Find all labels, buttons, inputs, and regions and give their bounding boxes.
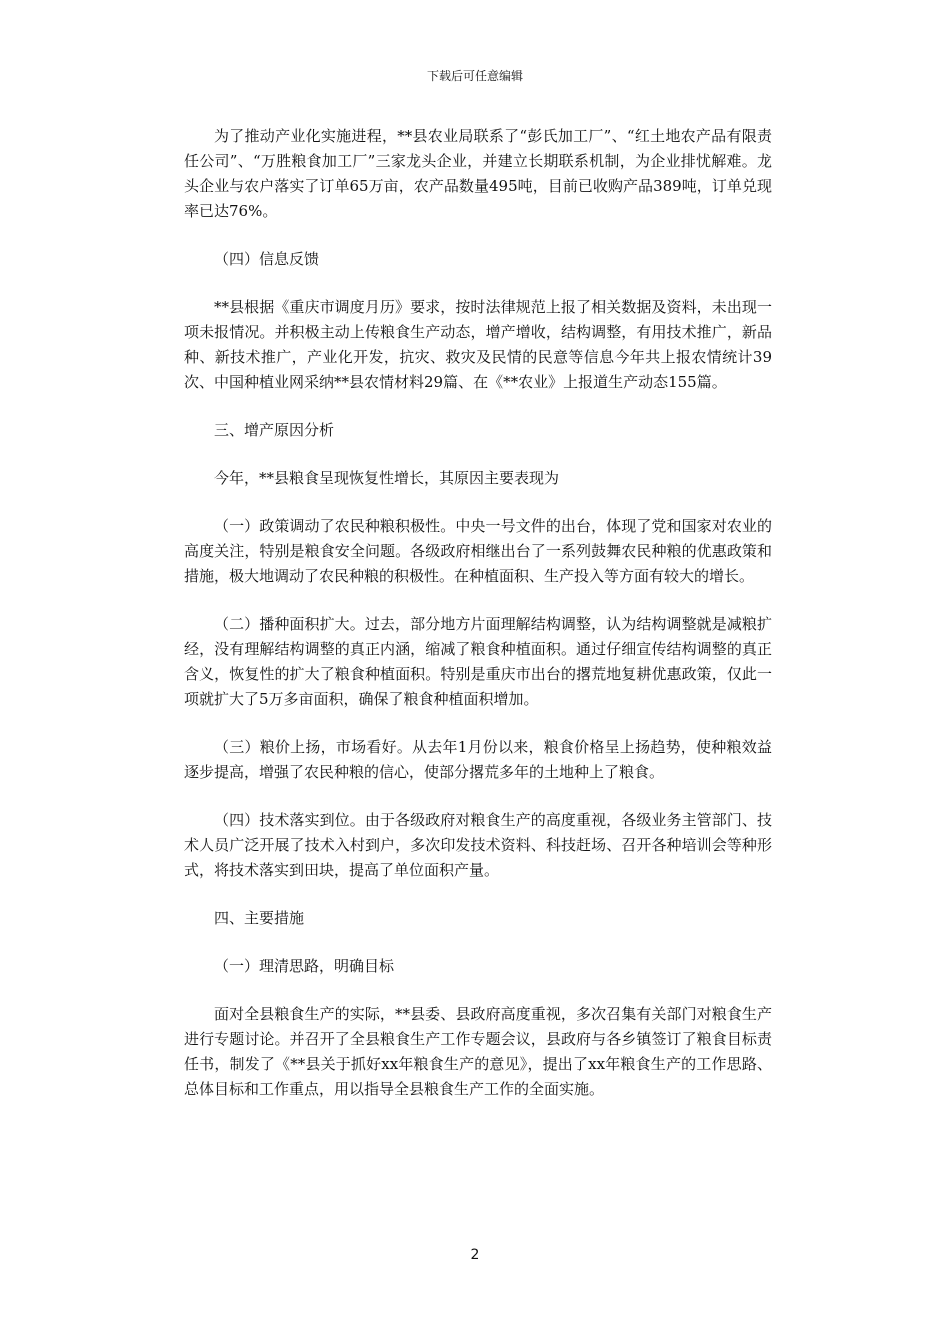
section-heading-analysis: 三、增产原因分析 [214,421,335,439]
section-heading-measures: 四、主要措施 [214,909,305,927]
paragraph-industrialization: 为了推动产业化实施进程，**县农业局联系了“彭氏加工厂”、“红土地农产品有限责任公司”、“万胜粮食加工厂”三家龙头企业，并建立长期联系机制，为企业排忧解难。龙头企业与农户落实了订单65万亩，农产品数量495吨，目前已收购产品389吨，订单兑现率已达76%。 [184,127,772,220]
paragraph-policy: （一）政策调动了农民种粮积极性。中央一号文件的出台，体现了党和国家对农业的高度关注，特别是粮食安全问题。各级政府相继出台了一系列鼓舞农民种粮的优惠政策和措施，极大地调动了农民种粮的积极性。在种植面积、生产投入等方面有较大的增长。 [184,517,772,585]
paragraph-technology: （四）技术落实到位。由于各级政府对粮食生产的高度重视，各级业务主管部门、技术人员广泛开展了技术入村到户，多次印发技术资料、科技赶场、召开各种培训会等种形式，将技术落实到田块，提高了单位面积产量。 [184,811,772,879]
page-header: 下载后可任意编辑 [426,69,523,83]
paragraph-grain-price: （三）粮价上扬，市场看好。从去年1月份以来，粮食价格呈上扬趋势，使种粮效益逐步提高，增强了农民种粮的信心，使部分撂荒多年的土地种上了粮食。 [184,738,772,781]
document-body [184,124,772,1125]
page-number: 2 [470,1247,480,1263]
paragraph-info-feedback: **县根据《重庆市调度月历》要求，按时法律规范上报了相关数据及资料，未出现一项未报情况。并积极主动上传粮食生产动态，增产增收，结构调整，有用技术推广，新品种、新技术推广，产业化开发，抗灾、救灾及民情的民意等信息今年共上报农情统计39次、中国种植业网采纳**县农情材料29篇、在《**农业》上报道生产动态155篇。 [184,298,772,391]
subheading-clarify-goals: （一）理清思路，明确目标 [214,957,395,975]
paragraph-planting-area: （二）播种面积扩大。过去，部分地方片面理解结构调整，认为结构调整就是减粮扩经，没有理解结构调整的真正内涵，缩减了粮食种植面积。通过仔细宣传结构调整的真正含义，恢复性的扩大了粮食种植面积。特别是重庆市出台的撂荒地复耕优惠政策，仅此一项就扩大了5万多亩面积，确保了粮食种植面积增加。 [184,615,772,708]
subheading-info-feedback: （四）信息反馈 [214,250,320,268]
paragraph-clarify-goals: 面对全县粮食生产的实际，**县委、县政府高度重视，多次召集有关部门对粮食生产进行专题讨论。并召开了全县粮食生产工作专题会议，县政府与各乡镇签订了粮食目标责任书，制发了《**县关于抓好xx年粮食生产的意见》，提出了xx年粮食生产的工作思路、总体目标和工作重点，用以指导全县粮食生产工作的全面实施。 [184,1005,772,1098]
paragraph-analysis-intro: 今年，**县粮食呈现恢复性增长，其原因主要表现为 [214,469,560,487]
